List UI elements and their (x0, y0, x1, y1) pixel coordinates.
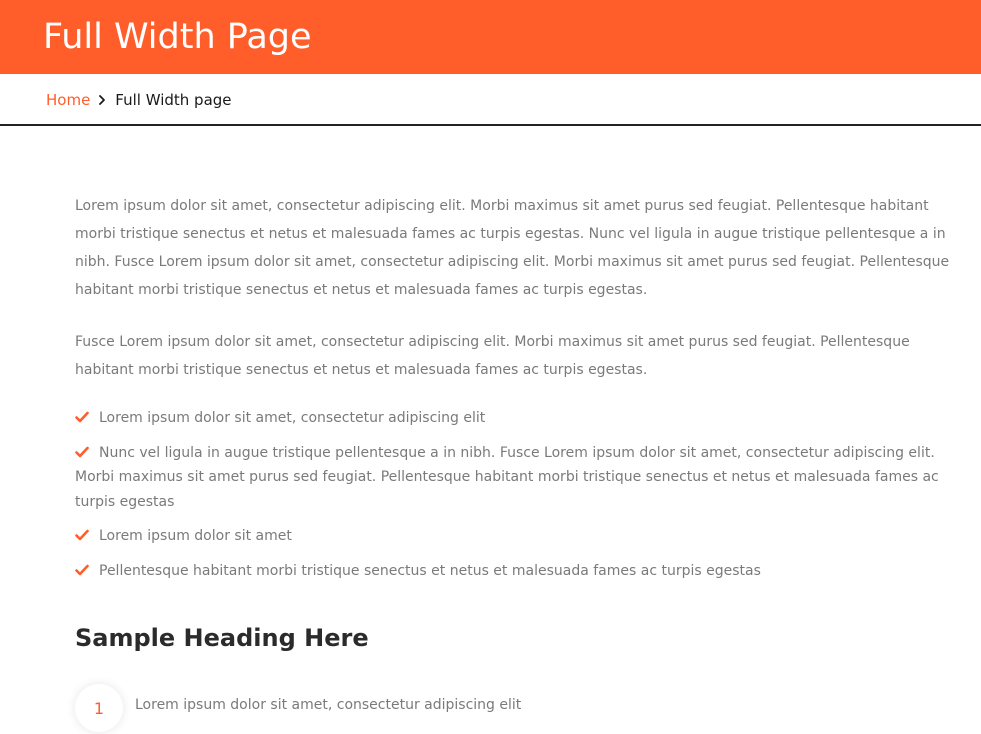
check-item-text: Lorem ipsum dolor sit amet, consectetur adipiscing elit (99, 410, 486, 426)
check-icon (75, 442, 89, 454)
check-list (75, 406, 950, 583)
check-item-text: Nunc vel ligula in augue tristique pellentesque a in nibh. Fusce Lorem ipsum dolor sit amet, consectetur adipiscing elit. Morbi maximus sit amet purus sed feugiat. Pellentesque habitant morbi tristique senectus et netus et malesuada fames ac turpis egestas (75, 444, 939, 510)
paragraph-1: Lorem ipsum dolor sit amet, consectetur adipiscing elit. Morbi maximus sit amet purus sed feugiat. Pellentesque habitant morbi tristique senectus et netus et malesuada fames ac turpis egestas. Nunc vel ligula in augue tristique pellentesque a in nibh. Fusce Lorem ipsum dolor sit amet, consectetur adipiscing elit. Morbi maximus sit amet purus sed feugiat. Pellentesque habitant morbi tristique senectus et netus et malesuada fames ac turpis egestas. (75, 198, 950, 298)
check-icon (75, 560, 89, 572)
check-icon (75, 525, 89, 537)
check-list-item (75, 406, 950, 431)
chevron-right-icon (94, 92, 110, 108)
number-badge: 1 (75, 684, 123, 732)
breadcrumb-home-link[interactable]: Home (46, 91, 91, 109)
check-list-item (75, 524, 950, 549)
numbered-list-item (75, 684, 935, 732)
numbered-item-text: Lorem ipsum dolor sit amet, consectetur adipiscing elit (135, 697, 522, 713)
page-header (0, 0, 981, 74)
check-item-text: Pellentesque habitant morbi tristique senectus et netus et malesuada fames ac turpis egestas (99, 562, 761, 579)
breadcrumb (46, 88, 232, 112)
check-list-item (75, 559, 950, 584)
breadcrumb-divider (0, 124, 981, 126)
breadcrumb-current: Full Width page (115, 91, 232, 109)
check-item-text: Lorem ipsum dolor sit amet (99, 528, 292, 544)
main-content (75, 192, 950, 593)
check-list-item (75, 441, 950, 515)
check-icon (75, 407, 89, 419)
section-heading: Sample Heading Here (75, 624, 369, 652)
page-title: Full Width Page (43, 17, 312, 57)
paragraph-2: Fusce Lorem ipsum dolor sit amet, consectetur adipiscing elit. Morbi maximus sit amet purus sed feugiat. Pellentesque habitant morbi tristique senectus et netus et malesuada fames ac turpis egestas. (75, 334, 910, 378)
